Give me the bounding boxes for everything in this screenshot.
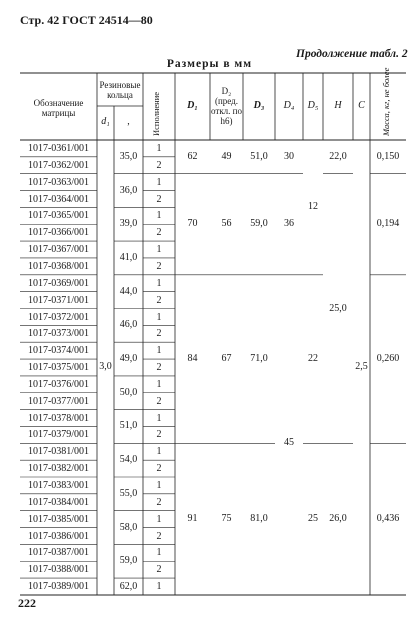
mass-value: 0,260 — [376, 353, 400, 365]
page-header: Стр. 42 ГОСТ 24514—80 — [20, 13, 153, 27]
matrix-code: 1017-0377/001 — [27, 395, 90, 407]
matrix-code: 1017-0369/001 — [27, 277, 90, 289]
d2-value: 55,0 — [119, 487, 138, 499]
execution-value: 1 — [156, 581, 162, 593]
matrix-code: 1017-0364/001 — [27, 193, 90, 205]
header-rubber-rings: Резиновые кольца — [99, 80, 141, 100]
d2-value: 46,0 — [119, 319, 138, 331]
header-H: H — [334, 100, 342, 111]
matrix-code: 1017-0373/001 — [27, 328, 90, 340]
execution-value: 2 — [156, 159, 162, 171]
D4-value: 30 — [284, 150, 294, 162]
matrix-code: 1017-0382/001 — [27, 463, 90, 475]
matrix-code: 1017-0374/001 — [27, 345, 90, 357]
H-value: 25,0 — [329, 302, 347, 314]
matrix-code: 1017-0375/001 — [27, 362, 90, 374]
execution-value: 2 — [156, 564, 162, 576]
execution-value: 1 — [156, 513, 162, 525]
matrix-code: 1017-0366/001 — [27, 227, 90, 239]
matrix-code: 1017-0368/001 — [27, 260, 90, 272]
d2-value: 49,0 — [119, 353, 138, 365]
matrix-code: 1017-0381/001 — [27, 446, 90, 458]
D3-value: 71,0 — [250, 353, 268, 365]
D4-value: 45 — [284, 437, 294, 449]
matrix-code: 1017-0383/001 — [27, 480, 90, 491]
D5-value: 12 — [308, 201, 318, 213]
d2-value: 58,0 — [119, 521, 138, 533]
D4-value: 36 — [284, 218, 294, 230]
D2-value: 75 — [221, 513, 232, 525]
matrix-code: 1017-0376/001 — [27, 378, 90, 390]
matrix-code: 1017-0385/001 — [27, 513, 90, 525]
D3-value: 81,0 — [250, 513, 268, 525]
D5-value: 22 — [308, 353, 318, 365]
execution-value: 2 — [156, 395, 162, 407]
execution-value: 2 — [156, 429, 162, 441]
execution-value: 2 — [156, 496, 162, 508]
D3-value: 59,0 — [250, 218, 268, 230]
execution-value: 2 — [156, 328, 162, 340]
d2-value: 44,0 — [119, 285, 138, 297]
D2-value: 56 — [221, 218, 232, 230]
D2-value: 49 — [221, 150, 232, 162]
d2-value: 39,0 — [119, 218, 138, 230]
matrix-code: 1017-0362/001 — [27, 159, 90, 171]
matrix-code: 1017-0372/001 — [27, 311, 90, 323]
execution-value: 2 — [156, 362, 162, 374]
header-execution: Исполнение — [151, 91, 161, 136]
execution-value: 1 — [156, 378, 162, 390]
matrix-code: 1017-0387/001 — [27, 547, 90, 559]
header-C: C — [358, 100, 365, 111]
D1-value: 62 — [187, 150, 198, 162]
execution-value: 1 — [156, 210, 162, 222]
header-D5: D₅ — [307, 100, 319, 111]
matrix-code: 1017-0367/001 — [27, 244, 90, 256]
d2-value: 36,0 — [119, 184, 138, 196]
matrix-code: 1017-0384/001 — [27, 496, 90, 508]
D5-value: 25 — [308, 513, 318, 525]
d2-value: 50,0 — [119, 386, 138, 398]
execution-value: 2 — [156, 463, 162, 475]
execution-value: 2 — [156, 260, 162, 272]
d2-value: 51,0 — [119, 420, 138, 432]
D2-value: 67 — [221, 353, 232, 365]
execution-value: 2 — [156, 530, 162, 542]
H-value: 22,0 — [329, 150, 347, 162]
execution-value: 1 — [156, 176, 162, 188]
D1-value: 84 — [187, 353, 198, 365]
matrix-code: 1017-0361/001 — [27, 143, 90, 154]
C-value: 2,5 — [355, 361, 368, 373]
matrix-code: 1017-0389/001 — [27, 581, 90, 593]
d2-value: 59,0 — [119, 555, 138, 567]
D1-value: 70 — [187, 218, 198, 230]
execution-value: 1 — [156, 244, 162, 256]
mass-value: 0,436 — [376, 513, 400, 525]
d2-value: 41,0 — [119, 251, 138, 263]
page-number: 222 — [18, 596, 36, 610]
matrix-code: 1017-0378/001 — [27, 412, 90, 424]
mass-value: 0,150 — [376, 150, 400, 162]
header-D2: D₂ (пред. откл. по h6) — [211, 86, 242, 126]
D1-value: 91 — [187, 513, 198, 525]
execution-value: 1 — [156, 480, 162, 491]
units-caption: Размеры в мм — [166, 58, 253, 70]
execution-value: 2 — [156, 227, 162, 239]
execution-value: 1 — [156, 143, 162, 154]
matrix-code: 1017-0363/001 — [27, 176, 90, 188]
execution-value: 1 — [156, 446, 162, 458]
matrix-code: 1017-0371/001 — [27, 294, 90, 306]
matrix-code: 1017-0379/001 — [27, 429, 90, 441]
header-D3: D₃ — [253, 100, 265, 111]
d1-value: 3,0 — [99, 361, 112, 373]
d2-value: 35,0 — [119, 150, 138, 162]
header-mass: Масса, кг, не более — [381, 67, 391, 136]
table-continuation-note: Продолжение табл. 2 — [296, 48, 408, 60]
header-designation: Обозначение матрицы — [33, 98, 84, 118]
execution-value: 1 — [156, 412, 162, 424]
D3-value: 51,0 — [250, 150, 268, 162]
execution-value: 2 — [156, 193, 162, 205]
d2-value: 54,0 — [119, 454, 138, 466]
header-D4: D₄ — [283, 100, 295, 111]
header-D1: D₁ — [187, 100, 198, 111]
matrix-code: 1017-0386/001 — [27, 530, 90, 542]
matrix-code: 1017-0388/001 — [27, 564, 90, 576]
execution-value: 1 — [156, 547, 162, 559]
execution-value: 1 — [156, 277, 162, 289]
header-d2: , — [127, 116, 130, 127]
matrix-code: 1017-0365/001 — [27, 210, 90, 222]
mass-value: 0,194 — [376, 218, 400, 230]
d2-value: 62,0 — [119, 580, 138, 592]
header-d1: d₁ — [101, 116, 110, 127]
H-value: 26,0 — [329, 513, 347, 525]
execution-value: 1 — [156, 345, 162, 357]
execution-value: 2 — [156, 294, 162, 306]
execution-value: 1 — [156, 311, 162, 323]
